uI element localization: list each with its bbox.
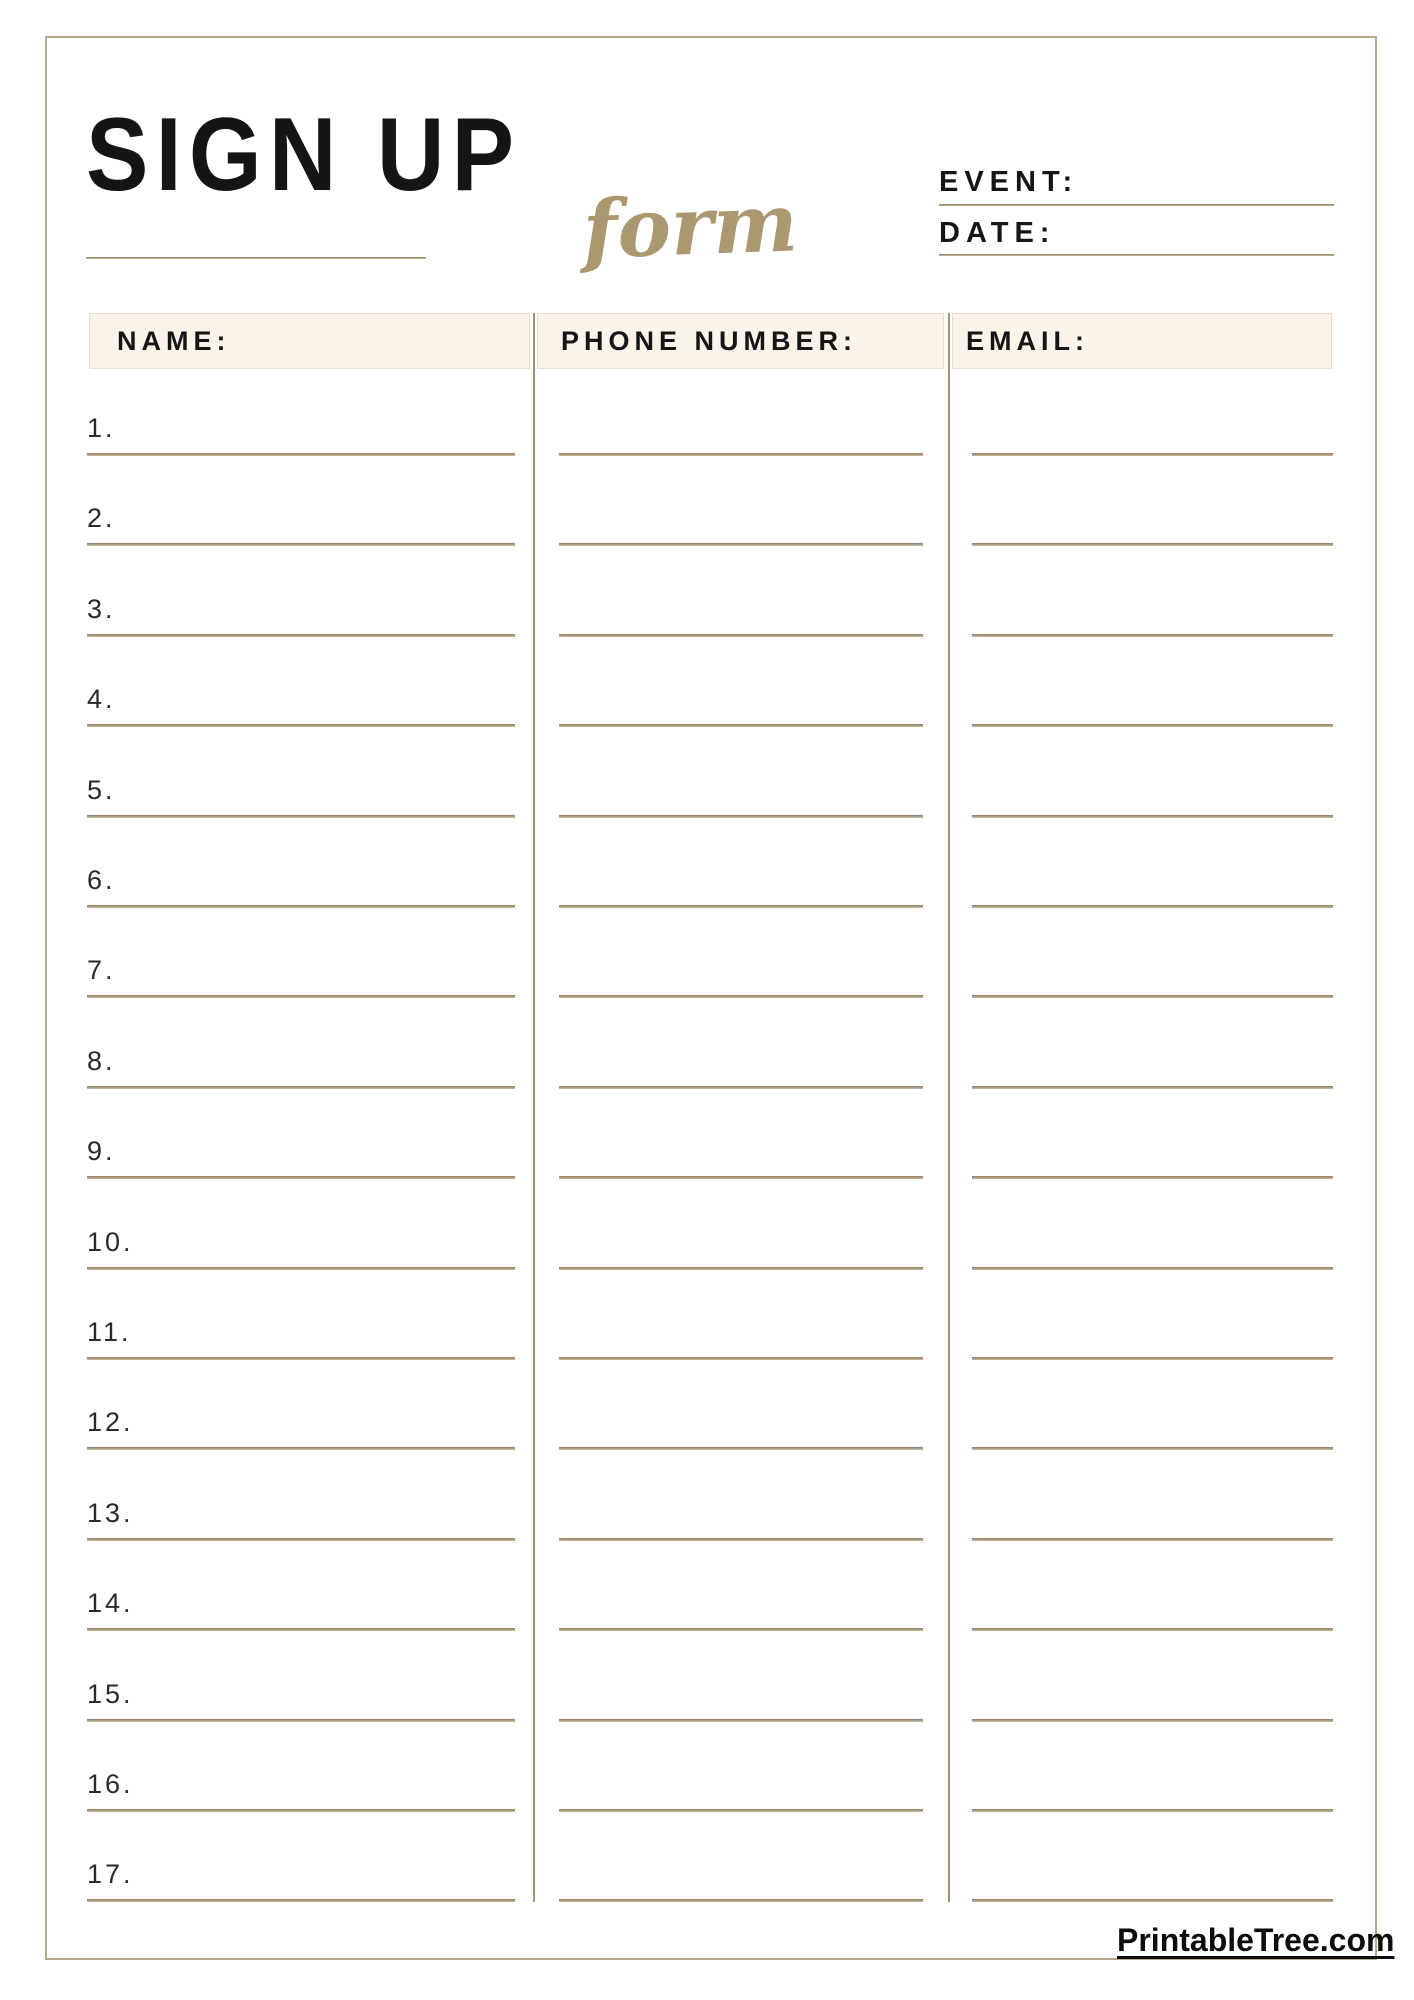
name-line[interactable] [87,905,515,908]
phone-line[interactable] [559,1086,923,1089]
page-subtitle-script: form [581,175,800,277]
name-line[interactable] [87,1447,515,1450]
name-line[interactable] [87,815,515,818]
title-underline [86,257,426,259]
event-label: EVENT: [939,166,1079,198]
row-number: 11. [87,1317,132,1347]
phone-line[interactable] [559,1538,923,1541]
name-line[interactable] [87,724,515,727]
row-number: 4. [87,684,116,715]
email-line[interactable] [972,724,1333,727]
phone-line[interactable] [559,724,923,727]
event-input-line[interactable] [939,204,1334,206]
row-number: 17. [87,1859,134,1890]
email-line[interactable] [972,1176,1333,1179]
footer-site-link[interactable]: PrintableTree.com [1117,1922,1395,1958]
name-line[interactable] [87,1357,515,1360]
page-title: SIGN UP [86,97,522,213]
name-line[interactable] [87,1809,515,1812]
phone-line[interactable] [559,815,923,818]
email-line[interactable] [972,543,1333,546]
date-input-line[interactable] [939,254,1334,256]
column-divider-phone-email [948,313,950,1902]
row-number: 1. [87,413,116,443]
row-number: 14. [87,1588,134,1619]
phone-line[interactable] [559,1809,923,1812]
row-number: 13. [87,1497,134,1528]
email-line[interactable] [972,1628,1333,1631]
name-line[interactable] [87,1538,515,1541]
phone-line[interactable] [559,634,923,637]
email-line[interactable] [972,815,1333,818]
name-line[interactable] [87,1899,515,1902]
email-line[interactable] [972,634,1333,637]
row-number: 2. [87,503,116,534]
date-label: DATE: [939,217,1056,249]
row-number: 5. [87,774,116,805]
column-header-name-label: NAME: [117,325,231,356]
email-line[interactable] [972,1809,1333,1812]
phone-line[interactable] [559,453,923,456]
email-line[interactable] [972,1719,1333,1722]
row-number: 12. [87,1407,134,1438]
name-line[interactable] [87,1176,515,1179]
name-line[interactable] [87,1628,515,1631]
email-line[interactable] [972,1899,1333,1902]
column-header-phone-label: PHONE NUMBER: [561,325,858,356]
phone-line[interactable] [559,543,923,546]
email-line[interactable] [972,905,1333,908]
email-line[interactable] [972,995,1333,998]
column-divider-name-phone [533,313,535,1902]
column-header-email [952,313,1332,369]
row-number: 7. [87,955,116,986]
name-line[interactable] [87,543,515,546]
row-number: 8. [87,1045,116,1076]
phone-line[interactable] [559,995,923,998]
phone-line[interactable] [559,1719,923,1722]
column-header-name [89,313,530,369]
name-line[interactable] [87,1719,515,1722]
column-header-email-label: EMAIL: [966,325,1089,356]
phone-line[interactable] [559,1267,923,1270]
name-line[interactable] [87,634,515,637]
row-number: 9. [87,1136,116,1167]
email-line[interactable] [972,1267,1333,1270]
name-line[interactable] [87,453,515,456]
phone-line[interactable] [559,1899,923,1902]
phone-line[interactable] [559,1628,923,1631]
phone-line[interactable] [559,1447,923,1450]
phone-line[interactable] [559,1176,923,1179]
email-line[interactable] [972,1086,1333,1089]
row-number: 6. [87,865,116,895]
row-number: 10. [87,1226,134,1257]
row-number: 3. [87,593,116,624]
name-line[interactable] [87,1267,515,1270]
email-line[interactable] [972,1357,1333,1360]
email-line[interactable] [972,1447,1333,1450]
phone-line[interactable] [559,905,923,908]
row-number: 15. [87,1678,134,1709]
name-line[interactable] [87,995,515,998]
column-header-phone [537,313,944,369]
phone-line[interactable] [559,1357,923,1360]
email-line[interactable] [972,1538,1333,1541]
row-number: 16. [87,1769,134,1799]
email-line[interactable] [972,453,1333,456]
name-line[interactable] [87,1086,515,1089]
